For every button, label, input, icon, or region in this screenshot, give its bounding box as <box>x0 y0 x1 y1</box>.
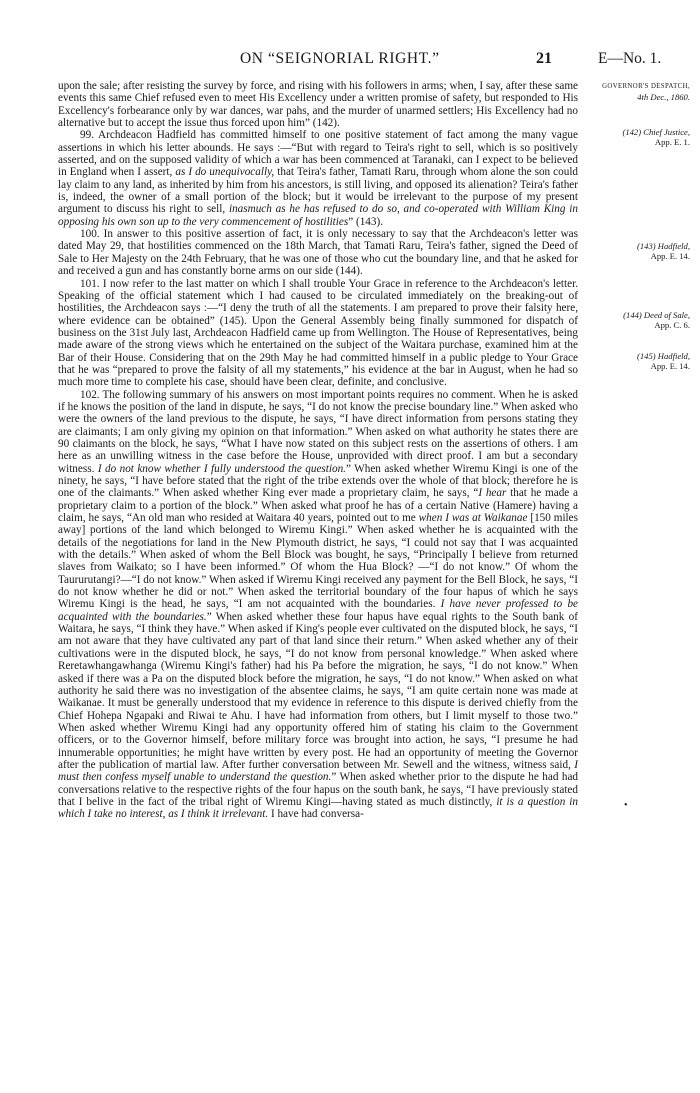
paragraph-99: 99. Archdeacon Hadfield has committed himself to one positive statement of fact among the many vague assertions in which his letter abounds. He says :—“But with regard to Teira's right to sell, which is so positively asserted, and on the supposed validity of which a war has been commenced at Taranaki, can I expect to be believed in England when I assert, as I do unequivocally, that Teira's father, Tamati Raru, through whom alone the son could lay claim to any land, as inherited by him from his ancestors, is still living, and opposed its alienation? Teira's father is, indeed, the owner of a small portion of the block; but it would be irrelevant to the purpose of my present argument to discuss his right to sell, inasmuch as he has refused to do so, and co-operated with William King in opposing his own son up to the very commencement of hostilities” (143). <box>58 129 579 228</box>
page-header <box>0 50 700 72</box>
margin-note-145: (145) Hadfield, App. E. 14. <box>637 351 690 371</box>
running-title: ON “SEIGNORIAL RIGHT.” <box>240 50 440 67</box>
paragraph-101: 101. I now refer to the last matter on which I shall trouble Your Grace in reference to the Archdeacon's letter. Speaking of the official statement which I had caused to be circulated immediately on the breaking-out of hostilities, the Archdeacon says :—“I deny the truth of all the statements. I am prepared to prove their falsity here, where evidence can be obtained” (145). Upon the General Assembly being finally summoned for dispatch of business on the 31st July last, Archdeacon Hadfield came up from Wellington. The House of Representatives, being made aware of the strong views which he entertained on the subject of the Waitara purchase, examined him at the Bar of their House. Considering that on the 29th May he had committed himself in a public pledge to Your Grace that he was “prepared to prove the falsity of all my statements,” his evidence at the bar in August, when he had so much more time to complete his case, should have been clear, definite, and conclusive. <box>58 277 578 389</box>
margin-note-143: (143) Hadfield, App. E. 14. <box>637 241 690 261</box>
margin-note-despatch: GOVERNOR'S DESPATCH, 4th Dec., 1860. <box>602 83 690 102</box>
paragraph-100: 100. In answer to this positive assertion of fact, it is only necessary to say that the Archdeacon's letter was dated May 29, that hostilities commenced on the 18th March, that Tamati Raru, Teira's father, signed the Deed of Sale to Her Majesty on the 24th February, that he was one of those who cut the boundary line, and that he asked for and received a gun and has constantly borne arms on our side (144). <box>58 228 578 278</box>
paragraph-102: 102. The following summary of his answers on most important points requires no comment. When he is asked if he knows the position of the land in dispute, he says, “I do not know the precise boundary line.” When asked who were the owners of the land previous to the dispute, he says, “I have direct information from persons stating they are claimants; I am only giving my opinion on that information.” When asked on what authority he states there are 90 claimants on the block, he says, “What I have now stated on this subject rests on the assertions of others. I am here as an unwilling witness in the case before the House, unprovided with direct proof. I am but a secondary witness. I do not know whether I fully understood the question.” When asked whether Wiremu Kingi is one of the ninety, he says, “I have before stated that the right of the tribe extends over the whole of that block; therefore he is one of the claimants.” When asked whether King ever made a proprietary claim, he says, “I hear that he made a proprietary claim to a portion of the block.” When asked what proof he has of a certain Native (Hamere) having a claim, he says, “An old man who resided at Waitara 40 years, pointed out to me when I was at Waikanae [150 miles away] portions of the land which belonged to Wiremu Kingi.” When asked whether he is acquainted with the details of the negotiations for land in the New Plymouth district, he says, “I could not say that I was acquainted with the details.” When asked of whom the Bell Block was bought, he says, “Principally I believe from returned slaves from Waikato; so I have been informed.” Of whom the Hua Block? —“I do not know.” Of whom the Taururutangi?—“I do not know.” When asked if Wiremu Kingi received any payment for the Bell Block, he says, “I do not know whether he did or not.” When asked the territorial boundary of the four hapus of which he says Wiremu Kingi is the head, he says, “I am not acquainted with the boundaries. I have never professed to be acquainted with the boundaries.” When asked whether these four hapus have equal rights to the South bank of Waitara, he says, “I think they have.” When asked if King's people ever cultivated on the disputed block, he says, “I am not aware that they have cultivated any part of that land since their return.” When asked whether any of their cultivations were in the disputed block, he says, “I do not know from personal knowledge.” When asked where Reretawhangawhanga (Wiremu Kingi's father) had his Pa before the migration, he says, “I do not know.” When asked if there was a Pa on the disputed block before the migration, he says, “I do not know.” When asked on what authority he said there was no investigation of the absentee claims, he says, “I am quite certain none was made at Waikanae. It must be generally understood that my evidence in reference to this dispute is derived chiefly from the Chief Hohepa Ngapaki and Riwai te Ahu. I have had information from others, but I limit myself to those two.” When asked whether Wiremu Kingi had any opportunity offered him of stating his claim to the Government officers, or to the Governor himself, before military force was brought into action, he says, “I presume he had innumerable opportunities; he might have written by every post. He had an opportunity of meeting the Governor after the publication of martial law. After further conversation between Mr. Sewell and the witness, witness said, I must then confess myself unable to understand the question.” When asked whether prior to the dispute he had had conversations relative to the respective rights of the four hapus on the south bank, he says, “I have previously stated that I belive in the fact of the tribal right of Wiremu Kingi—having stated as much distinctly, it is a question in which I take no interest, as I think it irrelevant. I have had conversa- <box>58 388 579 821</box>
paragraph-continued: upon the sale; after resisting the survey by force, and rising with his followers in arms; when, I say, after these same events this same Chief refused even to meet His Excellency under a written promise of safety, but responded to His Excellency's forbearance only by war dances, war pahs, and the murder of unarmed settlers; His Excellency had no alternative but to accept the issue thus forced upon him” (142). <box>58 80 578 130</box>
margin-note-144: (144) Deed of Sale, App. C. 6. <box>623 310 690 330</box>
stray-mark: • <box>624 800 628 811</box>
page-number: 21 <box>536 50 552 67</box>
document-reference: E—No. 1. <box>598 50 662 67</box>
body-text <box>58 80 578 821</box>
margin-note-142: (142) Chief Justice, App. E. 1. <box>622 127 690 147</box>
